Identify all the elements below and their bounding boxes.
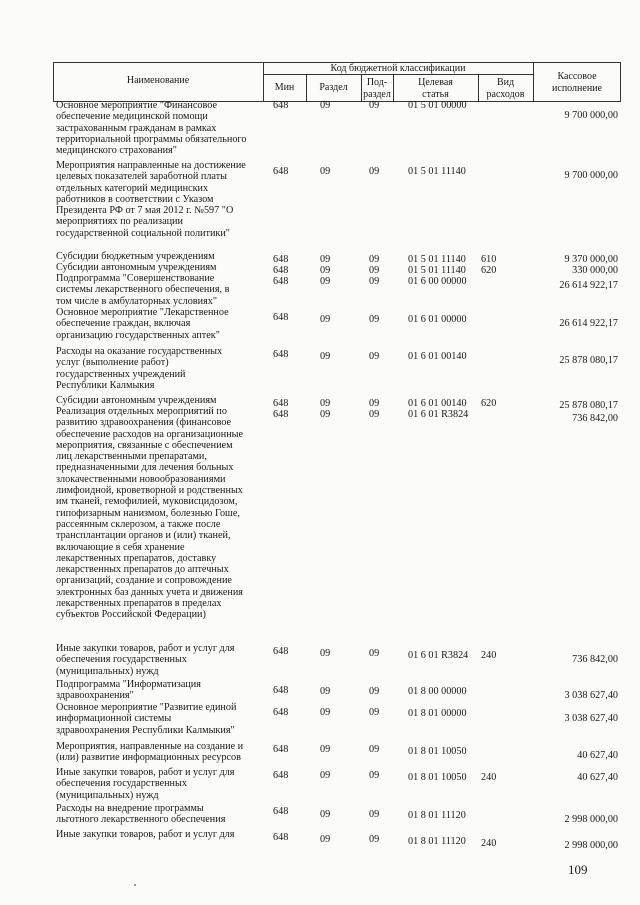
row-sum: 9 700 000,00 (564, 170, 618, 181)
row-min: 648 (273, 744, 289, 755)
row-podrazdel: 09 (369, 166, 380, 177)
row-min: 648 (273, 398, 289, 409)
row-name: Мероприятия направленные на достижение целевых показателей заработной платы отдельных категорий медицинских работников в соответствии с Указом Президента РФ от 7 мая 2012 г. №597 "О мероприятиях по реализации государственной социальной политики" (56, 160, 246, 239)
row-sum: 330 000,00 (572, 265, 618, 276)
row-podrazdel: 09 (369, 276, 380, 287)
row-target-article: 01 6 01 R3824 (408, 650, 469, 661)
row-podrazdel: 09 (369, 834, 380, 845)
row-podrazdel: 09 (369, 707, 380, 718)
row-razdel: 09 (320, 409, 331, 420)
row-sum: 736 842,00 (572, 413, 618, 424)
row-name: Подпрограмма "Совершенствование системы лекарственного обеспечения, в том числе в амбулаторных условиях" (56, 273, 230, 307)
row-sum: 25 878 080,17 (559, 400, 618, 411)
row-podrazdel: 09 (369, 809, 380, 820)
header-kassa-1: Кассовое (557, 71, 597, 82)
row-name: Субсидии автономным учреждениям (56, 262, 217, 273)
header-cs-2: статья (422, 89, 449, 100)
row-target-article: 01 6 01 00000 (408, 314, 467, 325)
row-min: 648 (273, 265, 289, 276)
row-min: 648 (273, 646, 289, 657)
row-min: 648 (273, 276, 289, 287)
row-target-article: 01 5 01 00000 (408, 100, 467, 111)
header-podrazdel-2: раздел (363, 89, 391, 100)
row-razdel: 09 (320, 648, 331, 659)
row-target-article: 01 8 00 00000 (408, 686, 467, 697)
row-expense-type: 240 (481, 838, 497, 849)
row-sum: 40 627,40 (577, 750, 618, 761)
scan-speck (134, 884, 136, 886)
row-expense-type: 240 (481, 772, 497, 783)
row-expense-type: 620 (481, 398, 497, 409)
row-sum: 3 038 627,40 (564, 690, 618, 701)
row-min: 648 (273, 707, 289, 718)
page-number: 109 (568, 862, 588, 877)
row-min: 648 (273, 100, 289, 111)
row-min: 648 (273, 832, 289, 843)
row-min: 648 (273, 409, 289, 420)
row-target-article: 01 8 01 00000 (408, 708, 467, 719)
row-name: Субсидии автономным учреждениям (56, 395, 217, 406)
row-sum: 9 700 000,00 (564, 110, 618, 121)
row-min: 648 (273, 254, 289, 265)
row-sum: 2 998 000,00 (564, 814, 618, 825)
row-podrazdel: 09 (369, 398, 380, 409)
row-razdel: 09 (320, 351, 331, 362)
row-podrazdel: 09 (369, 265, 380, 276)
row-name: Расходы на внедрение программы льготного лекарственного обеспечения (56, 803, 226, 826)
row-razdel: 09 (320, 166, 331, 177)
header-cs-1: Целевая (418, 77, 453, 88)
row-razdel: 09 (320, 834, 331, 845)
row-target-article: 01 5 01 11140 (408, 265, 466, 276)
row-target-article: 01 6 01 00140 (408, 351, 467, 362)
row-target-article: 01 8 01 11120 (408, 810, 466, 821)
row-target-article: 01 8 01 11120 (408, 836, 466, 847)
row-razdel: 09 (320, 276, 331, 287)
row-razdel: 09 (320, 100, 331, 111)
row-razdel: 09 (320, 707, 331, 718)
row-razdel: 09 (320, 314, 331, 325)
header-vr-1: Вид (496, 77, 515, 88)
row-sum: 26 614 922,17 (559, 280, 618, 291)
row-razdel: 09 (320, 770, 331, 781)
row-expense-type: 620 (481, 265, 497, 276)
row-razdel: 09 (320, 744, 331, 755)
row-podrazdel: 09 (369, 744, 380, 755)
row-razdel: 09 (320, 686, 331, 697)
row-min: 648 (273, 349, 289, 360)
row-min: 648 (273, 166, 289, 177)
row-name: Основное мероприятие "Развитие единой информационной системы здравоохранения Республики Калмыкия" (56, 702, 237, 736)
row-min: 648 (273, 685, 289, 696)
row-name: Реализация отдельных мероприятий по развитию здравоохранения (финансовое обеспечение расходов на организационные мероприятия, связанные с обеспечением лиц лекарственными препаратами, предназначенными для лечения больных злокачественными новообразованиями лимфоидной, кроветворной и родственных им тканей, гемофилией, муковисцидозом, гипофизарным нанизмом, болезнью Гоше, рассеянным склерозом, а также после трансплантации органов и (или) тканей, включающие в себя хранение лекарственных препаратов, доставку лекарственных препаратов до аптечных организаций, создание и сопровождение электронных баз данных учета и движения лекарственных препаратов в пределах субъектов Российской Федерации) (56, 406, 244, 621)
row-podrazdel: 09 (369, 648, 380, 659)
row-sum: 40 627,40 (577, 772, 618, 783)
row-podrazdel: 09 (369, 351, 380, 362)
row-target-article: 01 6 01 00140 (408, 398, 467, 409)
row-expense-type: 240 (481, 650, 497, 661)
row-target-article: 01 6 00 00000 (408, 276, 467, 287)
row-razdel: 09 (320, 265, 331, 276)
header-vr-2: расходов (486, 89, 525, 100)
header-code-group: Код бюджетной классификации (330, 63, 466, 74)
row-podrazdel: 09 (369, 254, 380, 265)
row-min: 648 (273, 770, 289, 781)
row-podrazdel: 09 (369, 409, 380, 420)
header-min: Мин (274, 82, 295, 93)
row-razdel: 09 (320, 398, 331, 409)
row-podrazdel: 09 (369, 770, 380, 781)
row-podrazdel: 09 (369, 100, 380, 111)
row-sum: 25 878 080,17 (559, 355, 618, 366)
header-podrazdel-1: Под- (366, 77, 388, 88)
row-name: Мероприятия, направленные на создание и (или) развитие информационных ресурсов (56, 741, 244, 764)
row-name: Подпрограмма "Информатизация здравоохранения" (56, 679, 201, 702)
row-sum: 3 038 627,40 (564, 713, 618, 724)
row-target-article: 01 5 01 11140 (408, 254, 466, 265)
row-name: Субсидии бюджетным учреждениям (56, 251, 215, 262)
row-name: Основное мероприятие "Лекарственное обеспечение граждан, включая организацию государственных аптек" (56, 307, 229, 341)
row-sum: 9 370 000,00 (564, 254, 618, 265)
row-name: Расходы на оказание государственных услуг (выполнение работ) государственных учреждений Республики Калмыкия (56, 346, 223, 391)
row-razdel: 09 (320, 809, 331, 820)
row-razdel: 09 (320, 254, 331, 265)
row-target-article: 01 5 01 11140 (408, 166, 466, 177)
row-target-article: 01 6 01 R3824 (408, 409, 469, 420)
row-sum: 736 842,00 (572, 654, 618, 665)
row-name: Иные закупки товаров, работ и услуг для обеспечения государственных (муниципальных) нужд (56, 767, 235, 801)
row-name: Иные закупки товаров, работ и услуг для обеспечения государственных (муниципальных) нужд (56, 643, 235, 677)
row-podrazdel: 09 (369, 686, 380, 697)
header-name: Наименование (126, 75, 190, 86)
row-sum: 2 998 000,00 (564, 840, 618, 851)
row-name: Иные закупки товаров, работ и услуг для (56, 829, 235, 840)
row-min: 648 (273, 312, 289, 323)
row-target-article: 01 8 01 10050 (408, 772, 467, 783)
row-name: Основное мероприятие "Финансовое обеспечение медицинской помощи застрахованным гражданам в рамках территориальной программы обязательного медицинского страхования" (56, 100, 247, 157)
row-sum: 26 614 922,17 (559, 318, 618, 329)
header-kassa-2: исполнение (552, 83, 602, 94)
row-expense-type: 610 (481, 254, 497, 265)
row-podrazdel: 09 (369, 314, 380, 325)
row-min: 648 (273, 806, 289, 817)
row-target-article: 01 8 01 10050 (408, 746, 467, 757)
header-razdel: Раздел (319, 82, 348, 93)
